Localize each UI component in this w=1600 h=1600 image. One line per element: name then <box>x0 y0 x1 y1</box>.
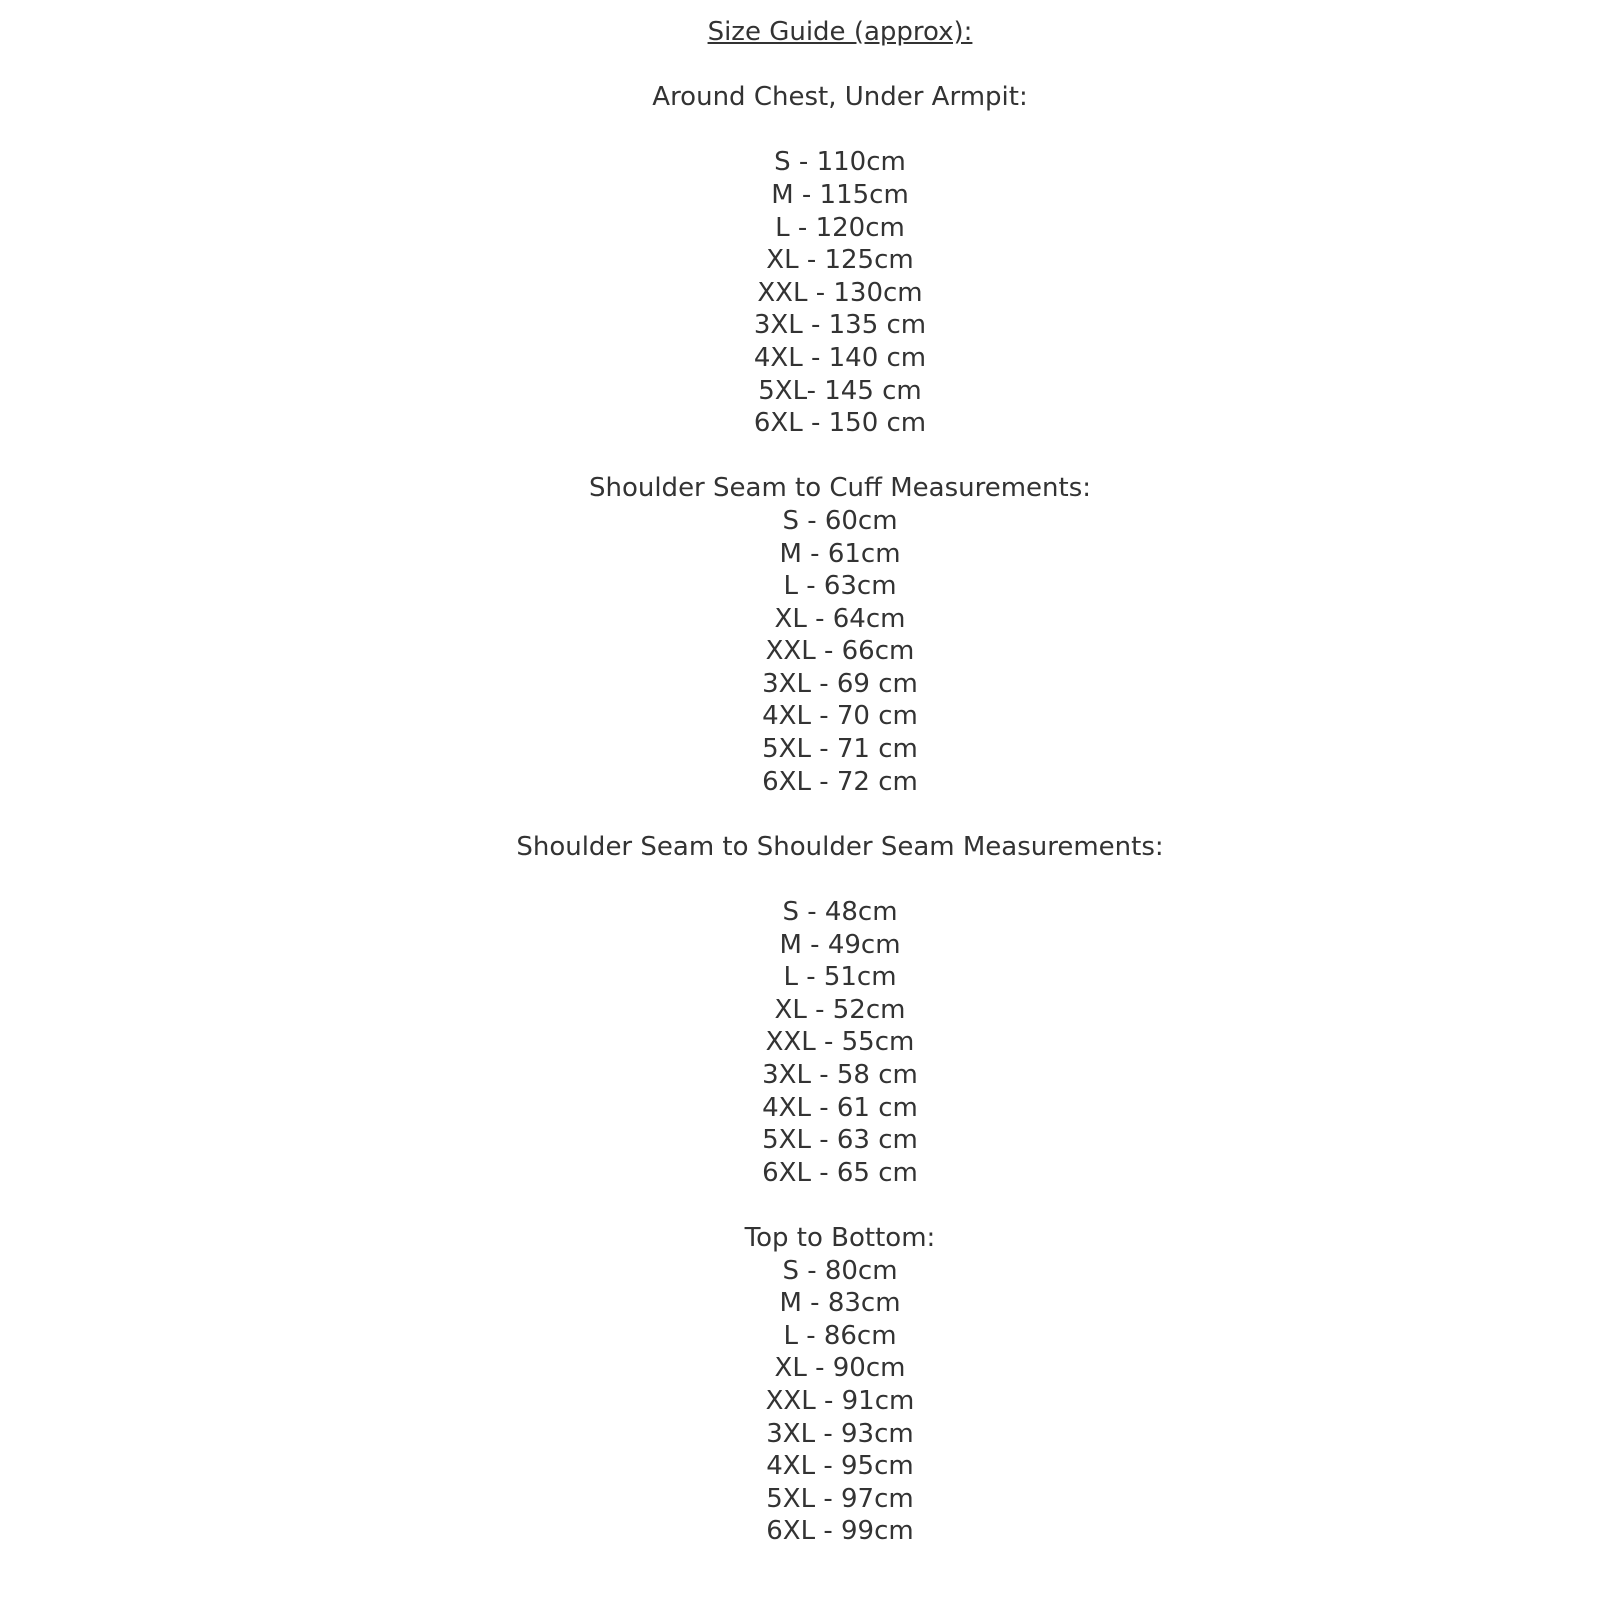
size-line: M - 115cm <box>771 179 909 210</box>
size-line: XXL - 91cm <box>765 1385 915 1416</box>
size-line: L - 51cm <box>783 962 897 993</box>
size-line: XL - 90cm <box>774 1353 906 1384</box>
size-line: XL - 52cm <box>774 994 906 1025</box>
spacer <box>80 1189 1600 1222</box>
size-line: M - 83cm <box>779 1288 901 1319</box>
section-heading-shoulder-to-shoulder: Shoulder Seam to Shoulder Seam Measurements: <box>516 831 1164 862</box>
spacer <box>80 49 1600 82</box>
size-line: L - 120cm <box>775 212 905 243</box>
size-line: 4XL - 70 cm <box>762 701 918 732</box>
size-line: XL - 64cm <box>774 603 906 634</box>
size-line: 5XL- 145 cm <box>758 375 922 406</box>
size-guide-document <box>80 0 1600 1548</box>
size-line: 6XL - 72 cm <box>762 766 918 797</box>
size-line: XXL - 55cm <box>765 1027 915 1058</box>
size-line: 6XL - 99cm <box>766 1516 914 1547</box>
size-line: 4XL - 140 cm <box>753 342 927 373</box>
size-line: XXL - 66cm <box>765 636 915 667</box>
size-line: 5XL - 97cm <box>766 1483 914 1514</box>
size-line: 5XL - 71 cm <box>762 734 918 765</box>
size-line: M - 49cm <box>779 929 901 960</box>
size-line: XL - 125cm <box>766 245 914 276</box>
size-line: S - 60cm <box>782 505 898 536</box>
size-line: 6XL - 150 cm <box>753 408 927 439</box>
spacer <box>80 440 1600 473</box>
spacer <box>80 863 1600 896</box>
size-line: 3XL - 58 cm <box>762 1060 918 1090</box>
size-line: XXL - 130cm <box>757 277 923 308</box>
size-line: L - 63cm <box>783 571 897 602</box>
size-line: 4XL - 61 cm <box>762 1092 918 1123</box>
spacer <box>80 798 1600 831</box>
size-line: L - 86cm <box>783 1320 897 1351</box>
size-line: M - 61cm <box>779 538 901 569</box>
size-line: S - 48cm <box>782 897 898 928</box>
section-heading-around-chest: Around Chest, Under Armpit: <box>652 82 1028 113</box>
size-line: 3XL - 69 cm <box>762 668 918 699</box>
size-line: 3XL - 135 cm <box>753 310 927 341</box>
size-line: 5XL - 63 cm <box>762 1125 918 1156</box>
spacer <box>80 114 1600 147</box>
page-title: Size Guide (approx): <box>707 17 973 47</box>
size-line: S - 80cm <box>782 1255 898 1286</box>
size-line: S - 110cm <box>774 147 906 178</box>
size-line: 4XL - 95cm <box>766 1451 914 1482</box>
size-line: 3XL - 93cm <box>766 1418 914 1449</box>
section-heading-top-to-bottom: Top to Bottom: <box>744 1222 936 1253</box>
size-line: 6XL - 65 cm <box>762 1157 918 1188</box>
section-heading-shoulder-to-cuff: Shoulder Seam to Cuff Measurements: <box>588 473 1092 504</box>
